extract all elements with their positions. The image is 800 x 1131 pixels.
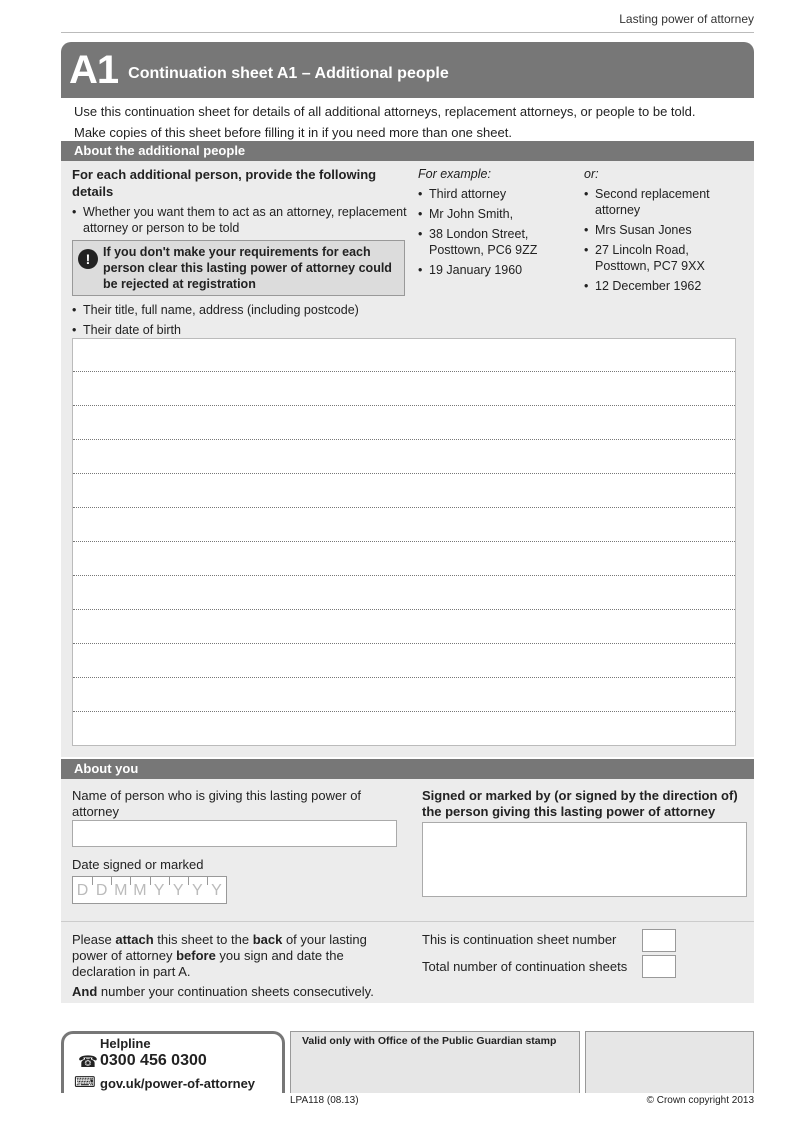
ruled-line (73, 541, 735, 542)
form-code: LPA118 (08.13) (290, 1095, 359, 1106)
attach-text: of your lasting power of attorney (72, 932, 367, 963)
attach-text-bold: attach (115, 932, 154, 947)
attach-text: you sign and date the declaration in part A. (72, 948, 344, 979)
date-placeholder-char: D (76, 882, 89, 899)
mouse-icon: ⌨ (74, 1074, 96, 1091)
intro-line-1: Use this continuation sheet for details of all additional attorneys, replacement attorneys, or people to be told. (74, 104, 696, 119)
ruled-line (73, 371, 735, 372)
stamp-text: Valid only with Office of the Public Guardian stamp (302, 1035, 557, 1047)
helpline-title: Helpline (100, 1036, 151, 1051)
document-title: Lasting power of attorney (619, 12, 754, 26)
example-heading: For example: (418, 167, 491, 181)
date-placeholder-char: D (92, 877, 111, 903)
ruled-line (73, 439, 735, 440)
additional-people-textarea[interactable] (72, 338, 736, 746)
date-placeholder-char: Y (150, 877, 169, 903)
example-column (418, 166, 578, 278)
intro-text (74, 101, 754, 143)
or-example-item: • 12 December 1962 (584, 278, 744, 294)
section-code: A1 (69, 47, 119, 92)
instruction-bullet: • Their date of birth (72, 322, 407, 338)
date-placeholder-char: Y (169, 877, 188, 903)
total-sheets-label: Total number of continuation sheets (422, 959, 628, 974)
helpline-phone: 0300 456 0300 (100, 1052, 207, 1069)
date-signed-field[interactable] (72, 876, 227, 904)
example-item: • Third attorney (418, 186, 578, 202)
attach-text: this sheet to the (153, 932, 253, 947)
or-example-item: • Mrs Susan Jones (584, 222, 744, 238)
instructions-column (72, 166, 407, 338)
attach-text-bold: before (176, 948, 216, 963)
signature-box[interactable] (422, 822, 747, 897)
top-rule (61, 32, 754, 33)
total-sheets-field[interactable] (642, 955, 676, 978)
donor-name-label: Name of person who is giving this lasting power of attorney (72, 788, 362, 819)
warning-text: If you don't make your requirements for each person clear this lasting power of attorney could be rejected at registration (103, 245, 392, 291)
instructions-lead: For each additional person, provide the following details (72, 167, 377, 199)
stamp-box-secondary (585, 1031, 754, 1093)
numbering-instructions (72, 984, 402, 1000)
instruction-bullet: • Whether you want them to act as an attorney, replacement attorney or person to be told (72, 204, 407, 236)
date-placeholder-char: Y (207, 877, 226, 903)
ruled-line (73, 711, 735, 712)
helpline-website[interactable]: gov.uk/power-of-attorney (100, 1076, 256, 1091)
date-signed-label: Date signed or marked (72, 857, 204, 872)
sheet-number-field[interactable] (642, 929, 676, 952)
warning-box (72, 240, 405, 296)
title-bar (61, 42, 754, 98)
date-placeholder-char: M (130, 877, 149, 903)
date-placeholder-char: Y (188, 877, 207, 903)
attach-text-bold: back (252, 932, 283, 947)
attach-instructions (72, 932, 392, 980)
ruled-line (73, 473, 735, 474)
or-example-item: • Second replacement attorney (584, 186, 744, 218)
date-placeholder-char: M (111, 877, 130, 903)
section-heading-about-you: About you (61, 759, 754, 779)
warning-icon: ! (78, 249, 98, 269)
copyright: © Crown copyright 2013 (646, 1095, 754, 1106)
sheet-number-label: This is continuation sheet number (422, 932, 617, 947)
intro-line-2: Make copies of this sheet before filling it in if you need more than one sheet. (74, 125, 512, 140)
page-title: Continuation sheet A1 – Additional people (128, 65, 449, 82)
or-example-column (584, 166, 744, 294)
ruled-line (73, 609, 735, 610)
ruled-line (73, 677, 735, 678)
attach-text: Please (72, 932, 116, 947)
numbering-text-bold: And (72, 984, 98, 999)
donor-name-field[interactable] (72, 820, 397, 847)
or-example-heading: or: (584, 167, 599, 181)
example-item: • 19 January 1960 (418, 262, 578, 278)
ruled-line (73, 575, 735, 576)
example-item: • Mr John Smith, (418, 206, 578, 222)
numbering-text: number your continuation sheets consecutively. (97, 984, 374, 999)
instruction-bullet: • Their title, full name, address (including postcode) (72, 302, 407, 318)
or-example-item: • 27 Lincoln Road, Posttown, PC7 9XX (584, 242, 744, 274)
section-divider (61, 921, 754, 922)
ruled-line (73, 405, 735, 406)
example-item: • 38 London Street, Posttown, PC6 9ZZ (418, 226, 578, 258)
ruled-line (73, 643, 735, 644)
section-heading-additional: About the additional people (61, 141, 754, 161)
phone-icon: ☎ (78, 1054, 98, 1071)
signature-label: Signed or marked by (or signed by the direction of) the person giving this lasting power of attorney (422, 788, 738, 819)
ruled-line (73, 507, 735, 508)
